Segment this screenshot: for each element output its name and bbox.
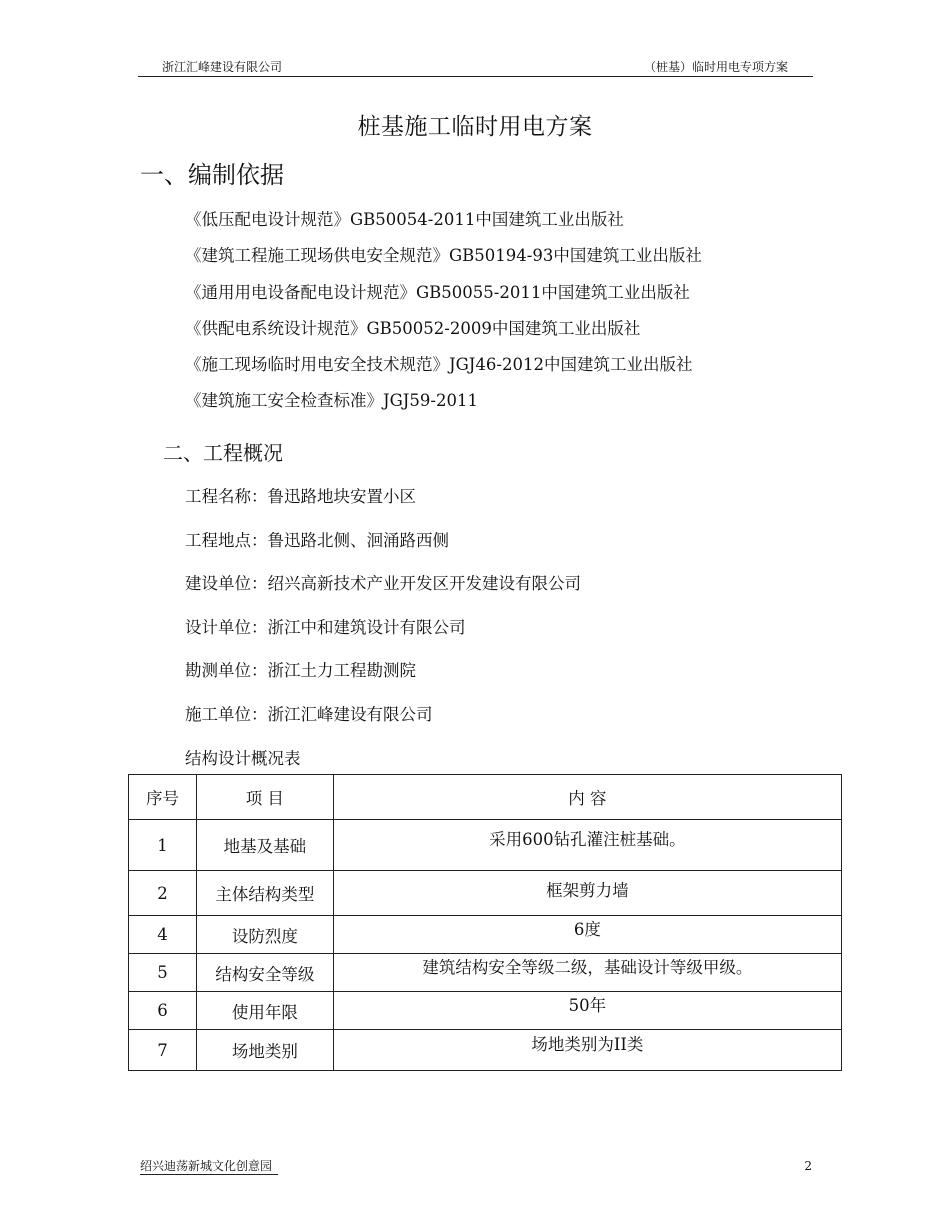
document-title: 桩基施工临时用电方案 <box>357 114 593 140</box>
project-overview-list <box>185 484 581 746</box>
row-item: 结构安全等级 <box>196 954 333 992</box>
row-item: 场地类别 <box>196 1030 333 1071</box>
overview-item: 设计单位：浙江中和建筑设计有限公司 <box>185 617 466 637</box>
row-item: 主体结构类型 <box>196 871 333 916</box>
table-row <box>129 871 842 916</box>
page-number: 2 <box>804 1159 812 1173</box>
row-number: 4 <box>129 916 197 954</box>
basis-item: 《施工现场临时用电安全技术规范》JGJ46-2012中国建筑工业出版社 <box>185 355 693 375</box>
section1-heading: 一、编制依据 <box>140 161 284 189</box>
table-row <box>129 954 842 992</box>
row-number: 5 <box>129 954 197 992</box>
column-header-number: 序号 <box>129 775 197 820</box>
row-content: 50年 <box>333 992 841 1030</box>
table-row <box>129 916 842 954</box>
row-content: 场地类别为II类 <box>333 1030 841 1071</box>
column-header-item: 项 目 <box>196 775 333 820</box>
overview-item: 工程地点：鲁迅路北侧、洄涌路西侧 <box>185 530 449 550</box>
row-number: 2 <box>129 871 197 916</box>
row-content: 采用600钻孔灌注桩基础。 <box>333 820 841 871</box>
basis-item: 《供配电系统设计规范》GB50052-2009中国建筑工业出版社 <box>185 318 641 338</box>
basis-list <box>185 208 702 426</box>
row-number: 6 <box>129 992 197 1030</box>
row-item: 设防烈度 <box>196 916 333 954</box>
table-row <box>129 820 842 871</box>
header-company: 浙江汇峰建设有限公司 <box>162 60 283 74</box>
column-header-content: 内 容 <box>333 775 841 820</box>
row-content: 6度 <box>333 916 841 954</box>
overview-item: 勘测单位：浙江土力工程勘测院 <box>185 661 416 681</box>
overview-item: 建设单位：绍兴高新技术产业开发区开发建设有限公司 <box>185 574 581 594</box>
row-content: 框架剪力墙 <box>333 871 841 916</box>
row-number: 1 <box>129 820 197 871</box>
row-number: 7 <box>129 1030 197 1071</box>
basis-item: 《通用用电设备配电设计规范》GB50055-2011中国建筑工业出版社 <box>185 282 690 302</box>
table-header-row <box>129 775 842 820</box>
row-content: 建筑结构安全等级二级，基础设计等级甲级。 <box>333 954 841 992</box>
table-row <box>129 1030 842 1071</box>
page-header <box>138 58 813 77</box>
table-row <box>129 992 842 1030</box>
section2-heading: 二、工程概况 <box>163 441 283 465</box>
basis-item: 《建筑施工安全检查标准》JGJ59-2011 <box>185 391 478 411</box>
row-item: 地基及基础 <box>196 820 333 871</box>
overview-item: 工程名称：鲁迅路地块安置小区 <box>185 487 416 506</box>
header-doc-name: （桩基）临时用电专项方案 <box>643 60 788 74</box>
basis-item: 《低压配电设计规范》GB50054-2011中国建筑工业出版社 <box>185 210 624 229</box>
structure-overview-table <box>128 774 842 1071</box>
table-caption: 结构设计概况表 <box>185 749 301 768</box>
row-item: 使用年限 <box>196 992 333 1030</box>
basis-item: 《建筑工程施工现场供电安全规范》GB50194-93中国建筑工业出版社 <box>185 246 702 266</box>
overview-item: 施工单位：浙江汇峰建设有限公司 <box>185 704 433 724</box>
footer-project: 绍兴迪荡新城文化创意园 <box>140 1158 278 1175</box>
